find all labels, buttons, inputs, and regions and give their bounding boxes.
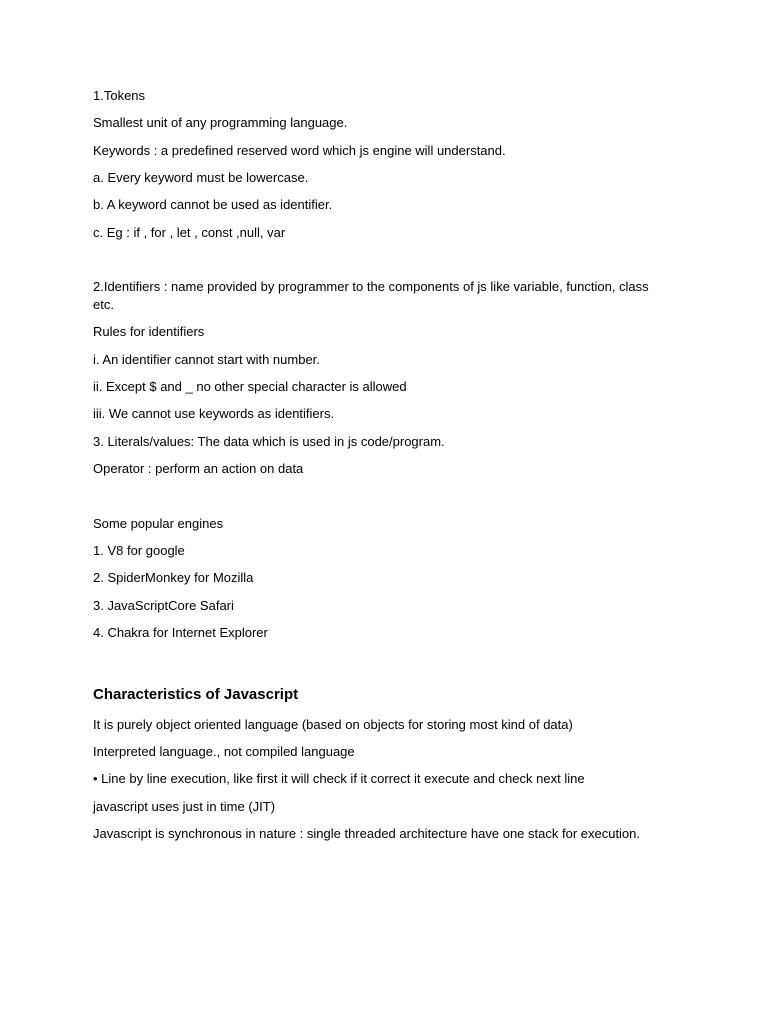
list-item: iii. We cannot use keywords as identifiers.	[93, 406, 335, 421]
list-item: 4. Chakra for Internet Explorer	[93, 625, 268, 640]
list-item: ii. Except $ and _ no other special character is allowed	[93, 379, 407, 394]
list-item: i. An identifier cannot start with number.	[93, 352, 320, 367]
paragraph: It is purely object oriented language (based on objects for storing most kind of data)	[93, 717, 573, 732]
paragraph: Rules for identifiers	[93, 324, 205, 339]
tokens-heading: 1.Tokens	[93, 88, 146, 103]
paragraph: 3. Literals/values: The data which is used in js code/program.	[93, 434, 445, 449]
paragraph: Javascript is synchronous in nature : single threaded architecture have one stack for execution.	[93, 826, 641, 841]
paragraph: javascript uses just in time (JIT)	[93, 799, 276, 814]
paragraph: Interpreted language., not compiled language	[93, 744, 355, 759]
paragraph: Some popular engines	[93, 516, 224, 531]
list-item: 2. SpiderMonkey for Mozilla	[93, 570, 254, 585]
paragraph: Keywords : a predefined reserved word which js engine will understand.	[93, 143, 506, 158]
list-item: a. Every keyword must be lowercase.	[93, 170, 309, 185]
list-item: b. A keyword cannot be used as identifier.	[93, 197, 333, 212]
list-item: c. Eg : if , for , let , const ,null, var	[93, 225, 286, 240]
identifiers-paragraph: 2.Identifiers : name provided by programmer to the components of js like variable, function, class etc.	[93, 279, 649, 312]
paragraph: Operator : perform an action on data	[93, 461, 304, 476]
paragraph: Smallest unit of any programming language.	[93, 115, 348, 130]
list-item: 1. V8 for google	[93, 543, 185, 558]
bullet-item: • Line by line execution, like first it will check if it correct it execute and check next line	[93, 771, 585, 786]
characteristics-heading: Characteristics of Javascript	[93, 686, 299, 703]
list-item: 3. JavaScriptCore Safari	[93, 598, 234, 613]
